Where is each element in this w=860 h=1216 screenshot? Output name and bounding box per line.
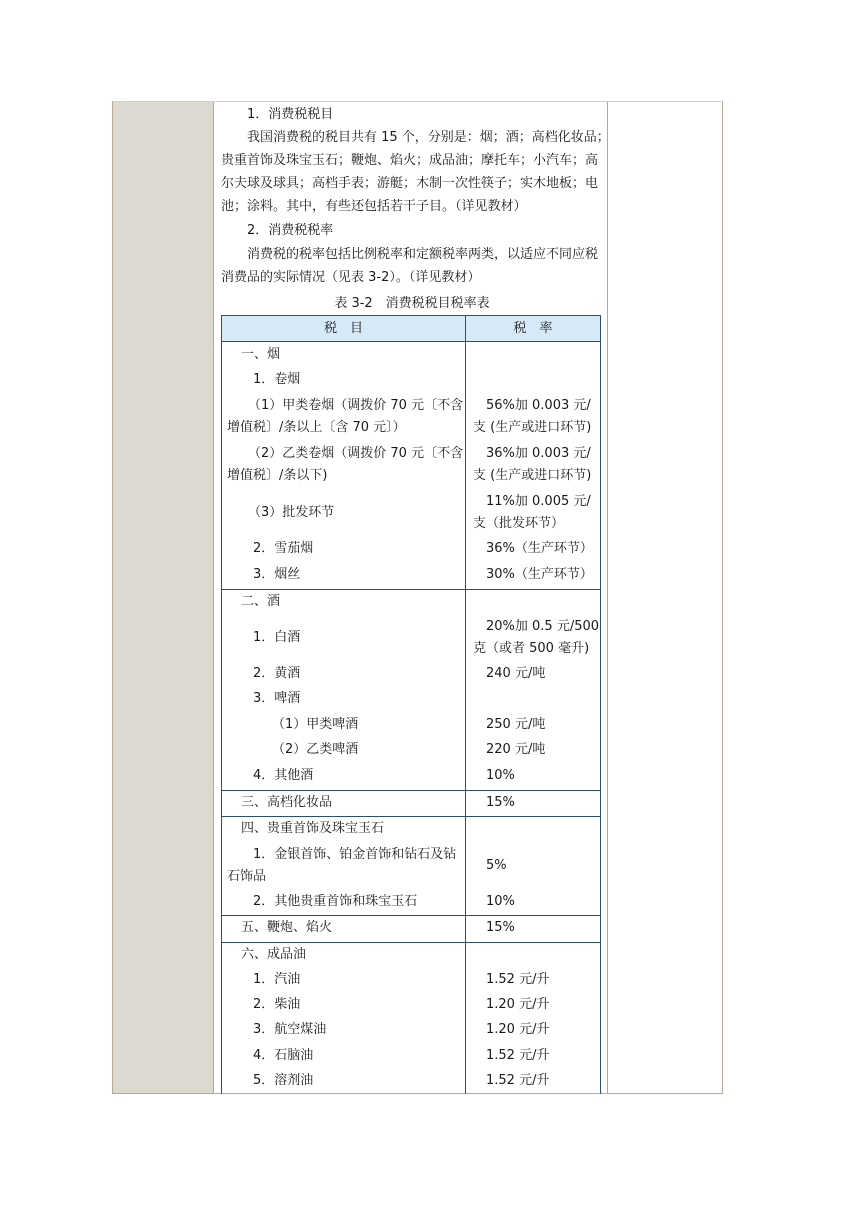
header-item: 税 目	[323, 321, 363, 336]
tax-rate-table	[221, 315, 601, 1094]
row-rate-text: 11%加 0.005 元/	[486, 494, 591, 509]
table-caption: 表 3-2 消费税税目税率表	[334, 296, 490, 311]
paragraph-line: 我国消费税的税目共有 15 个，分别是：烟；酒；高档化妆品；	[247, 130, 610, 145]
heading-tax-rates: 2．消费税税率	[247, 223, 334, 238]
heading-tax-items: 1．消费税税目	[247, 107, 334, 122]
row-rate-text: 克（或者 500 毫升)	[473, 641, 590, 656]
row-item-text: （2）乙类啤酒	[272, 742, 359, 757]
paragraph-line: 贵重首饰及珠宝玉石；鞭炮、焰火；成品油；摩托车；小汽车；高	[221, 153, 599, 168]
row-item-text: 增值税〕/条以上〔含 70 元〕）	[227, 420, 406, 435]
row-rate-text: 5%	[486, 858, 507, 873]
row-item-text: 2．雪茄烟	[253, 541, 314, 556]
row-rate-text: 10%	[486, 894, 515, 909]
paragraph-line: 池；涂料。其中，有些还包括若干子目。（详见教材）	[221, 199, 527, 214]
row-rate-text: 15%	[486, 920, 515, 935]
row-item-text: 1．汽油	[253, 972, 301, 987]
row-item-text: 3．啤酒	[253, 691, 301, 706]
group-divider	[222, 589, 600, 590]
row-rate-text: 250 元/吨	[486, 717, 546, 732]
row-item-text: 2．黄酒	[253, 666, 301, 681]
row-item-text: 石饰品	[227, 869, 267, 884]
row-item-text: 1．卷烟	[253, 372, 301, 387]
header-rate: 税 率	[513, 321, 553, 336]
row-item-text: （3）批发环节	[248, 505, 335, 520]
row-item-text: 4．石脑油	[253, 1048, 314, 1063]
row-rate-text: 220 元/吨	[486, 742, 546, 757]
row-rate-text: 10%	[486, 768, 515, 783]
paragraph-line: 消费品的实际情况（见表 3-2）。（详见教材）	[221, 270, 481, 285]
row-rate-text: 1.20 元/升	[486, 997, 550, 1012]
row-item-text: 四、贵重首饰及珠宝玉石	[241, 821, 385, 836]
row-item-text: 1．白酒	[253, 630, 301, 645]
table-header	[222, 316, 600, 342]
row-item-text: 1．金银首饰、铂金首饰和钻石及钻	[253, 847, 457, 862]
row-item-text: 3．烟丝	[253, 567, 301, 582]
row-item-text: 二、酒	[241, 594, 281, 609]
group-divider	[222, 915, 600, 916]
row-rate-text: 20%加 0.5 元/500	[486, 619, 600, 634]
paragraph-line: 尔夫球及球具；高档手表；游艇；木制一次性筷子；实木地板；电	[221, 176, 599, 191]
row-rate-text: 56%加 0.003 元/	[486, 398, 591, 413]
row-rate-text: 36%（生产环节）	[486, 541, 593, 556]
left-margin-column	[113, 102, 214, 1093]
row-item-text: 2．柴油	[253, 997, 301, 1012]
row-rate-text: 1.52 元/升	[486, 1048, 550, 1063]
row-rate-text: 36%加 0.003 元/	[486, 446, 591, 461]
row-rate-text: 240 元/吨	[486, 666, 546, 681]
row-rate-text: 15%	[486, 795, 515, 810]
row-rate-text: 1.52 元/升	[486, 972, 550, 987]
group-divider	[222, 816, 600, 817]
row-item-text: 增值税〕/条以下)	[227, 468, 328, 483]
row-item-text: 5．溶剂油	[253, 1073, 314, 1088]
row-item-text: 五、鞭炮、焰火	[241, 920, 333, 935]
group-divider	[222, 790, 600, 791]
group-divider	[222, 942, 600, 943]
row-rate-text: 30%（生产环节）	[486, 567, 593, 582]
row-item-text: 六、成品油	[241, 947, 307, 962]
row-rate-text: 1.52 元/升	[486, 1073, 550, 1088]
row-rate-text: 支 (生产或进口环节)	[473, 468, 592, 483]
right-margin-column	[607, 102, 722, 1093]
row-item-text: （2）乙类卷烟（调拨价 70 元〔不含	[248, 446, 464, 461]
row-item-text: 4．其他酒	[253, 768, 314, 783]
row-item-text: （1）甲类啤酒	[272, 717, 359, 732]
row-rate-text: 1.20 元/升	[486, 1022, 550, 1037]
row-rate-text: 支 (生产或进口环节)	[473, 420, 592, 435]
row-item-text: 3．航空煤油	[253, 1022, 327, 1037]
row-item-text: （1）甲类卷烟（调拨价 70 元〔不含	[248, 398, 464, 413]
column-divider	[465, 316, 466, 1094]
row-item-text: 2．其他贵重首饰和珠宝玉石	[253, 894, 418, 909]
row-rate-text: 支（批发环节）	[473, 516, 565, 531]
row-item-text: 三、高档化妆品	[241, 795, 333, 810]
row-item-text: 一、烟	[241, 347, 281, 362]
paragraph-line: 消费税的税率包括比例税率和定额税率两类，以适应不同应税	[247, 247, 599, 262]
